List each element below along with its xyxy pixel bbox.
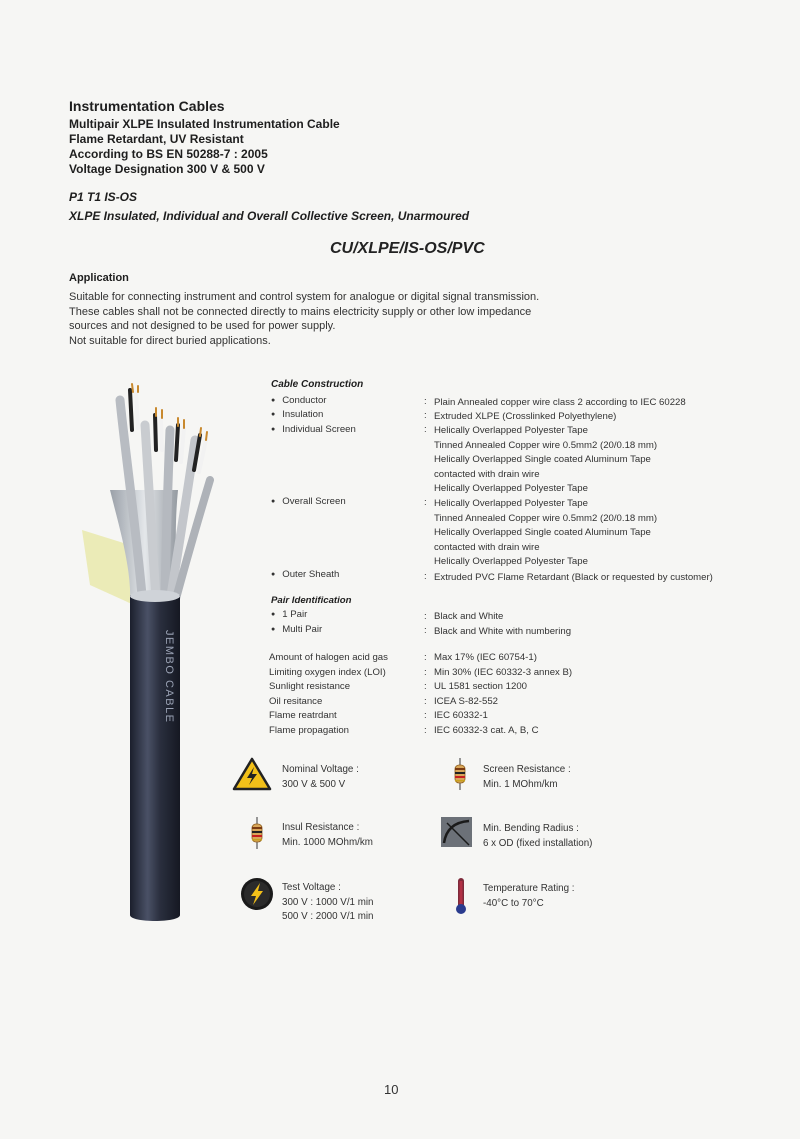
thermometer-icon xyxy=(455,877,467,915)
insulation-value: Extruded XLPE (Crosslinked Polyethylene) xyxy=(434,411,617,422)
header-line: Flame Retardant, UV Resistant xyxy=(69,132,244,146)
multi-pair-label: ● Multi Pair xyxy=(271,624,322,635)
product-description: XLPE Insulated, Individual and Overall Collective Screen, Unarmoured xyxy=(69,209,470,223)
one-pair-label: ● 1 Pair xyxy=(271,609,307,620)
overall-screen-line: Helically Overlapped Single coated Aluminum Tape xyxy=(434,527,651,538)
temperature-rating xyxy=(483,882,574,911)
insul-resistance xyxy=(282,821,373,850)
overall-screen-line: contacted with drain wire xyxy=(434,541,540,553)
property-label: Sunlight resistance xyxy=(269,681,351,692)
property-label: Oil resitance xyxy=(269,695,323,707)
individual-screen-line: contacted with drain wire xyxy=(434,468,540,480)
property-label: Amount of halogen acid gas xyxy=(269,652,388,663)
resistor-icon xyxy=(453,758,467,790)
colon: : xyxy=(424,497,427,508)
property-value: IEC 60332-1 xyxy=(434,710,488,721)
colon: : xyxy=(424,666,427,678)
conductor-label: ● Conductor xyxy=(271,395,327,406)
insulation-label: ● Insulation xyxy=(271,409,323,420)
page-number: 10 xyxy=(384,1082,399,1097)
header-line: Multipair XLPE Insulated Instrumentation Cable xyxy=(69,117,340,131)
colon: : xyxy=(424,410,427,421)
property-label: Flame propagation xyxy=(269,724,349,736)
colon: : xyxy=(424,652,427,663)
property-value: UL 1581 section 1200 xyxy=(434,681,527,692)
header-line: Voltage Designation 300 V & 500 V xyxy=(69,162,265,176)
multi-pair-value: Black and White with numbering xyxy=(434,626,572,637)
temperature-rating-value: -40°C to 70°C xyxy=(483,897,544,909)
overall-screen-line: Helically Overlapped Polyester Tape xyxy=(434,556,588,567)
outer-sheath-label: ● Outer Sheath xyxy=(271,569,339,580)
header-line: According to BS EN 50288-7 : 2005 xyxy=(69,147,268,161)
individual-screen-line: Helically Overlapped Polyester Tape xyxy=(434,483,588,494)
temperature-rating-label: Temperature Rating : xyxy=(483,883,575,894)
property-value: IEC 60332-3 cat. A, B, C xyxy=(434,724,539,736)
header-subtitle xyxy=(69,117,340,177)
colon: : xyxy=(424,571,427,582)
bending-radius xyxy=(483,822,592,851)
property-value: Max 17% (IEC 60754-1) xyxy=(434,652,537,663)
colon: : xyxy=(424,625,427,636)
bending-radius-icon xyxy=(441,817,472,847)
screen-resistance-label: Screen Resistance : xyxy=(483,764,571,775)
overall-screen-label: ● Overall Screen xyxy=(271,496,346,507)
resistor-icon xyxy=(250,817,264,849)
bending-radius-label: Min. Bending Radius : xyxy=(483,823,579,834)
application-line: Suitable for connecting instrument and control system for analogue or digital signal transmission. xyxy=(69,291,540,303)
test-voltage-label: Test Voltage : xyxy=(282,882,341,893)
application-line: sources and not designed to be used for power supply. xyxy=(69,320,336,332)
individual-screen-value xyxy=(434,424,657,497)
lightning-icon xyxy=(240,877,274,911)
colon: : xyxy=(424,611,427,622)
colon: : xyxy=(424,396,427,407)
colon: : xyxy=(424,681,427,692)
individual-screen-line: Helically Overlapped Polyester Tape xyxy=(434,425,588,436)
colon: : xyxy=(424,424,427,435)
screen-resistance-value: Min. 1 MOhm/km xyxy=(483,778,558,790)
overall-screen-line: Tinned Annealed Copper wire 0.5mm2 (20/0.18 mm) xyxy=(434,512,658,524)
overall-screen-line: Helically Overlapped Polyester Tape xyxy=(434,498,588,509)
colon: : xyxy=(424,695,427,707)
insul-resistance-label: Insul Resistance : xyxy=(282,822,360,833)
product-code: P1 T1 IS-OS xyxy=(69,190,138,204)
screen-resistance xyxy=(483,763,571,792)
nominal-voltage-value: 300 V & 500 V xyxy=(282,778,346,790)
construction-heading: Cable Construction xyxy=(271,379,364,390)
cable-illustration xyxy=(70,370,260,930)
test-voltage-line: 500 V : 2000 V/1 min xyxy=(282,911,374,922)
application-line: These cables shall not be connected directly to mains electricity supply or other low impedance xyxy=(69,305,532,318)
individual-screen-line: Tinned Annealed Copper wire 0.5mm2 (20/0.18 mm) xyxy=(434,439,658,451)
property-label: Limiting oxygen index (LOI) xyxy=(269,666,386,678)
application-heading: Application xyxy=(69,272,129,284)
bending-radius-value: 6 x OD (fixed installation) xyxy=(483,837,593,849)
high-voltage-warning-icon xyxy=(232,757,272,791)
individual-screen-label: ● Individual Screen xyxy=(271,424,356,435)
section-title: Instrumentation Cables xyxy=(69,98,225,114)
conductor-value: Plain Annealed copper wire class 2 according to IEC 60228 xyxy=(434,397,686,408)
application-text xyxy=(69,290,539,348)
overall-screen-value xyxy=(434,497,657,570)
cable-brand-text: JEMBO CABLE xyxy=(163,630,175,724)
test-voltage xyxy=(282,881,374,925)
individual-screen-line: Helically Overlapped Single coated Aluminum Tape xyxy=(434,454,651,465)
product-designation: CU/XLPE/IS-OS/PVC xyxy=(330,240,485,257)
pair-identification-heading: Pair Identification xyxy=(271,595,352,606)
nominal-voltage xyxy=(282,763,359,792)
property-value: ICEA S-82-552 xyxy=(434,695,498,707)
property-label: Flame reatrdant xyxy=(269,710,337,721)
outer-sheath-value: Extruded PVC Flame Retardant (Black or requested by customer) xyxy=(434,572,713,583)
one-pair-value: Black and White xyxy=(434,611,504,622)
test-voltage-line: 300 V : 1000 V/1 min xyxy=(282,896,374,908)
colon: : xyxy=(424,724,427,736)
colon: : xyxy=(424,710,427,721)
application-line: Not suitable for direct buried applications. xyxy=(69,334,271,347)
insul-resistance-value: Min. 1000 MOhm/km xyxy=(282,836,373,848)
property-value: Min 30% (IEC 60332-3 annex B) xyxy=(434,666,573,678)
nominal-voltage-label: Nominal Voltage : xyxy=(282,764,359,775)
